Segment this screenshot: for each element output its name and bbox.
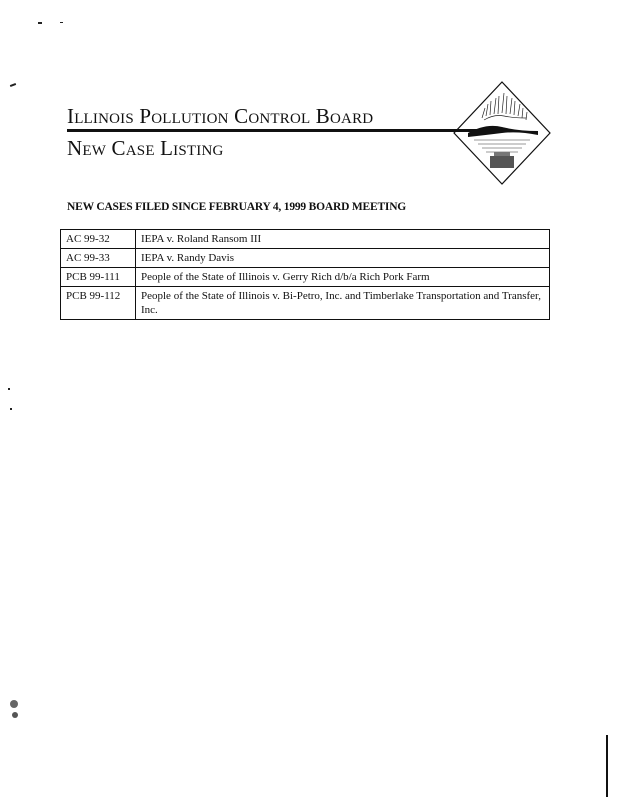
section-heading: NEW CASES FILED SINCE FEBRUARY 4, 1999 BOARD MEETING — [67, 201, 407, 213]
scan-speck — [8, 388, 10, 390]
table-row — [61, 249, 550, 268]
case-title: IEPA v. Randy Davis — [136, 249, 550, 268]
scan-speck — [10, 408, 12, 410]
scan-margin-bar — [606, 735, 608, 797]
case-title: People of the State of Illinois v. Bi-Petro, Inc. and Timberlake Transportation and Transfer, Inc. — [136, 287, 550, 320]
case-title: People of the State of Illinois v. Gerry Rich d/b/a Rich Pork Farm — [136, 268, 550, 287]
scan-speck — [10, 700, 18, 708]
scan-speck — [38, 22, 42, 24]
scan-speck — [60, 22, 63, 23]
case-number: AC 99-33 — [61, 249, 136, 268]
table-row — [61, 287, 550, 320]
page-subtitle: New Case Listing — [67, 136, 224, 160]
case-number: AC 99-32 — [61, 230, 136, 249]
case-number: PCB 99-112 — [61, 287, 136, 320]
board-logo-icon — [452, 80, 552, 186]
table-row — [61, 268, 550, 287]
header-rule — [67, 129, 487, 132]
scan-speck — [12, 712, 18, 718]
case-table — [60, 229, 550, 320]
page-title: Illinois Pollution Control Board — [67, 104, 374, 128]
scan-speck — [10, 83, 16, 87]
case-number: PCB 99-111 — [61, 268, 136, 287]
case-title: IEPA v. Roland Ransom III — [136, 230, 550, 249]
table-row — [61, 230, 550, 249]
